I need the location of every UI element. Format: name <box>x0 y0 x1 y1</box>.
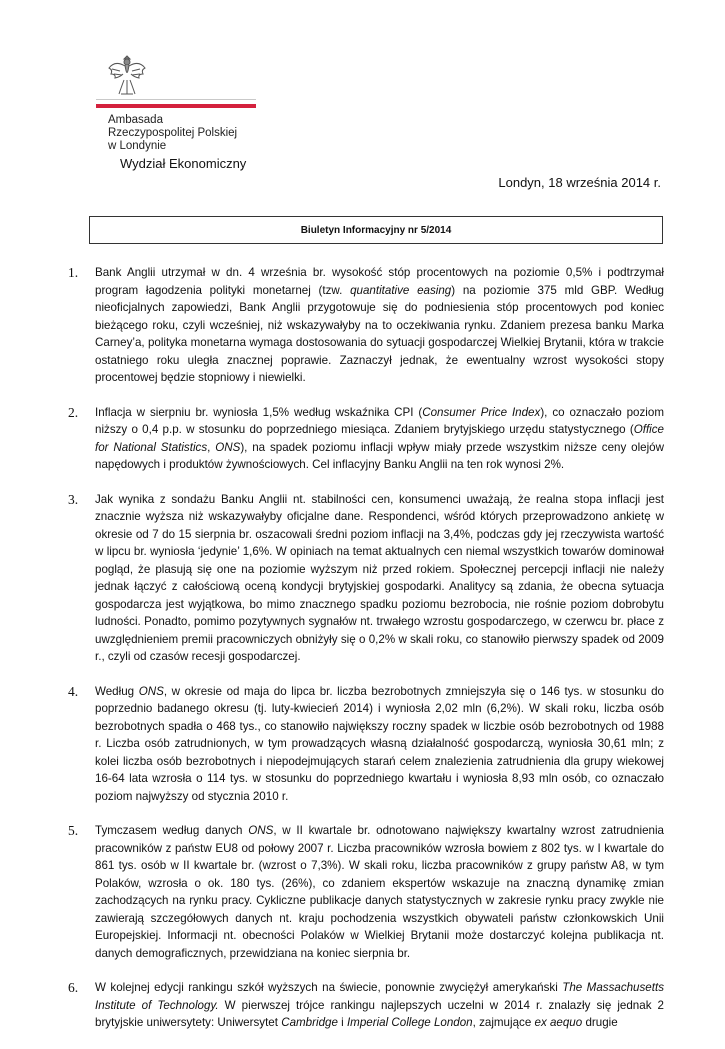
italic-term: Cambridge <box>281 1016 338 1029</box>
list-item-number: 4. <box>68 683 79 699</box>
list-item-number: 2. <box>68 404 79 420</box>
embassy-name <box>108 114 237 153</box>
embassy-line-3: w Londynie <box>108 140 167 152</box>
bulletin-title: Biuletyn Informacyjny nr 5/2014 <box>300 224 452 236</box>
bulletin-title-box <box>89 216 663 244</box>
list-item-text <box>95 491 664 666</box>
list-item <box>68 822 664 962</box>
list-item <box>68 683 664 806</box>
italic-term: The Massachusetts Institute of Technology. <box>95 981 664 1012</box>
flag-stripe-white <box>96 99 256 100</box>
list-item <box>68 404 664 474</box>
polish-eagle-emblem-icon <box>107 50 147 96</box>
text-run: , zajmujące <box>472 1016 535 1029</box>
italic-term: Imperial College London <box>346 1016 473 1029</box>
flag-stripe-red <box>96 104 256 108</box>
numbered-list <box>68 264 664 1049</box>
text-run: , w II kwartale br. odnotowano największy kwartalny wzrost zatrudnienia pracowników z państw EU8 od połowy 2007 r. Liczba pracowników wzrosła bowiem z 802 tys. w I kwartale do 861 tys. osób w II kwartale br. (wzrost o 7,3%). W skali roku, liczba pracowników z grupy państw A8, w tym Polaków, wzrosła o ok. 180 tys. (26%), co zdaniem ekspertów wskazuje na znaczną dynamikę zmian zachodzących na rynku pracy. Cykliczne publikacje danych statystycznych w zakresie rynku pracy zwykle nie zawierają szczegółowych danych nt. kraju pochodzenia wszystkich obywateli państw członkowskich Unii Europejskiej. Informacji nt. obecności Polaków w Wielkiej Brytanii może dostarczyć kolejna publikacja nt. danych demograficznych, przewidziana na koniec sierpnia br. <box>95 824 664 960</box>
text-run: ) na poziomie 375 mld GBP. Według nieoficjalnych zapowiedzi, Bank Anglii przygotowuje się do podniesienia stóp procentowych pod koniec bieżącego roku, czyli wcześniej, niż wskazywałyby na to oczekiwania rynku. Zdaniem prezesa banku Marka Carney’a, polityka monetarna wymaga dostosowania do sytuacji gospodarczej Wielkiej Brytanii, która w trakcie ostatniego roku uległa znacznej poprawie. Zaznaczył jednak, że ewentualny wzrost wysokości stopy procentowej będzie stopniowy i niewielki. <box>95 283 664 384</box>
text-run: W kolejnej edycji rankingu szkół wyższych na świecie, ponownie zwyciężył amerykański <box>95 981 563 994</box>
list-item-number: 1. <box>68 265 79 280</box>
italic-term: Consumer Price Index <box>422 405 541 419</box>
text-run: , <box>207 440 216 454</box>
text-run: W pierwszej trójce rankingu najlepszych uczelni w 2014 r. znalazły się jednak 2 brytyjskie uniwersytety: Uniwersytet <box>95 998 664 1029</box>
list-item <box>68 491 664 666</box>
list-item-text <box>95 822 664 962</box>
text-run: ), co oznaczało poziom niższy o 0,4 p.p. w stosunku do poprzedniego miesiąca. Zdaniem brytyjskiego urzędu statystycznego ( <box>95 405 664 436</box>
department-name: Wydział Ekonomiczny <box>120 156 247 171</box>
list-item-number: 5. <box>68 823 79 838</box>
italic-term: quantitative easing <box>350 283 452 297</box>
text-run: Jak wynika z sondażu Banku Anglii nt. stabilności cen, konsumenci uważają, że realna stopa inflacji jest znacznie wyższa niż wskazywałyby oficjalne dane. Respondenci, wśród których przeprowadzono ankietę w okresie od 7 do 15 sierpnia br. oszacowali średni poziom inflacji na 3,4%, podczas gdy jej rzeczywista wartość w lipcu br. wyniosła ‘jedynie’ 1,6%. W opiniach na temat aktualnych cen niemal wszystkich towarów dominował pogląd, że plasują się one na poziomie wyższym niż przed rokiem. Społecznej percepcji inflacji nie należy jednak łączyć z całościową oceną kondycji brytyjskiej gospodarki. Analitycy są zdania, że obecna sytuacja gospodarcza jest wyjątkowa, bo mimo znacznego spadku poziomu bezrobocia, nie rośnie poziom dobrobytu ludności. Ponadto, pomimo pozytywnych sygnałów nt. trwałego wzrostu gospodarczego, w czerwcu br. płace z uwzględnieniem premii pracowniczych obniżyły się o 0,2% w skali roku, co stanowiło pierwszy spadek od 2009 r., czyli od czasów recesji gospodarczej. <box>95 492 664 663</box>
text-run: Tymczasem według danych <box>95 824 249 837</box>
text-run: Według <box>95 684 139 698</box>
italic-term: ONS <box>215 440 241 454</box>
embassy-line-2: Rzeczypospolitej Polskiej <box>108 127 238 139</box>
italic-term: ex aequo <box>534 1016 583 1029</box>
text-run: , w okresie od maja do lipca br. liczba bezrobotnych zmniejszyła się o 146 tys. w stosunku do poprzednio badanego okresu (tj. luty-kwiecień 2014) i wyniosła 2,02 mln (6,2%). W skali roku, liczba osób bezrobotnych spadła o 468 tys., co stanowiło największy roczny spadek w liczbie osób bezrobotnych od 1988 r. Liczba osób zatrudnionych, w tym prowadzących własną działalność gospodarczą, wyniosła 30,61 mln; z kolei liczba osób bezrobotnych i niepodejmujących starań celem znalezienia zatrudnienia dla grupy wiekowej 16-64 lata wzrosła o 114 tys. w stosunku do poprzedniego kwartału i wyniosła 8,93 mln osób, co oznaczało poziom najwyższy od stycznia 2010 r. <box>95 684 664 803</box>
text-run: Inflacja w sierpniu br. wyniosła 1,5% według wskaźnika CPI ( <box>95 405 423 419</box>
text-run: i <box>337 1016 347 1029</box>
text-run: Bank Anglii utrzymał w dn. 4 września br. wysokość stóp procentowych na poziomie 0,5% i podtrzymał program łagodzenia polityki monetarnej (tzw. <box>95 266 664 297</box>
italic-term: ONS <box>138 684 164 698</box>
list-item-text <box>95 264 664 387</box>
list-item-text <box>95 683 664 806</box>
document-date: Londyn, 18 września 2014 r. <box>498 175 661 190</box>
list-item-text <box>95 404 664 474</box>
text-run: drugie <box>582 1016 618 1029</box>
text-run: ), na spadek poziomu inflacji wpływ miały przede wszystkim niższe ceny olejów napędowych i produktów żywnościowych. Cel inflacyjny Banku Anglii na ten rok wynosi 2%. <box>95 440 664 471</box>
embassy-line-1: Ambasada <box>108 114 163 126</box>
list-item-number: 6. <box>68 980 79 995</box>
list-item <box>68 264 664 387</box>
italic-term: Office for National Statistics <box>95 423 664 454</box>
italic-term: ONS <box>248 824 274 837</box>
list-item-number: 3. <box>68 491 79 507</box>
